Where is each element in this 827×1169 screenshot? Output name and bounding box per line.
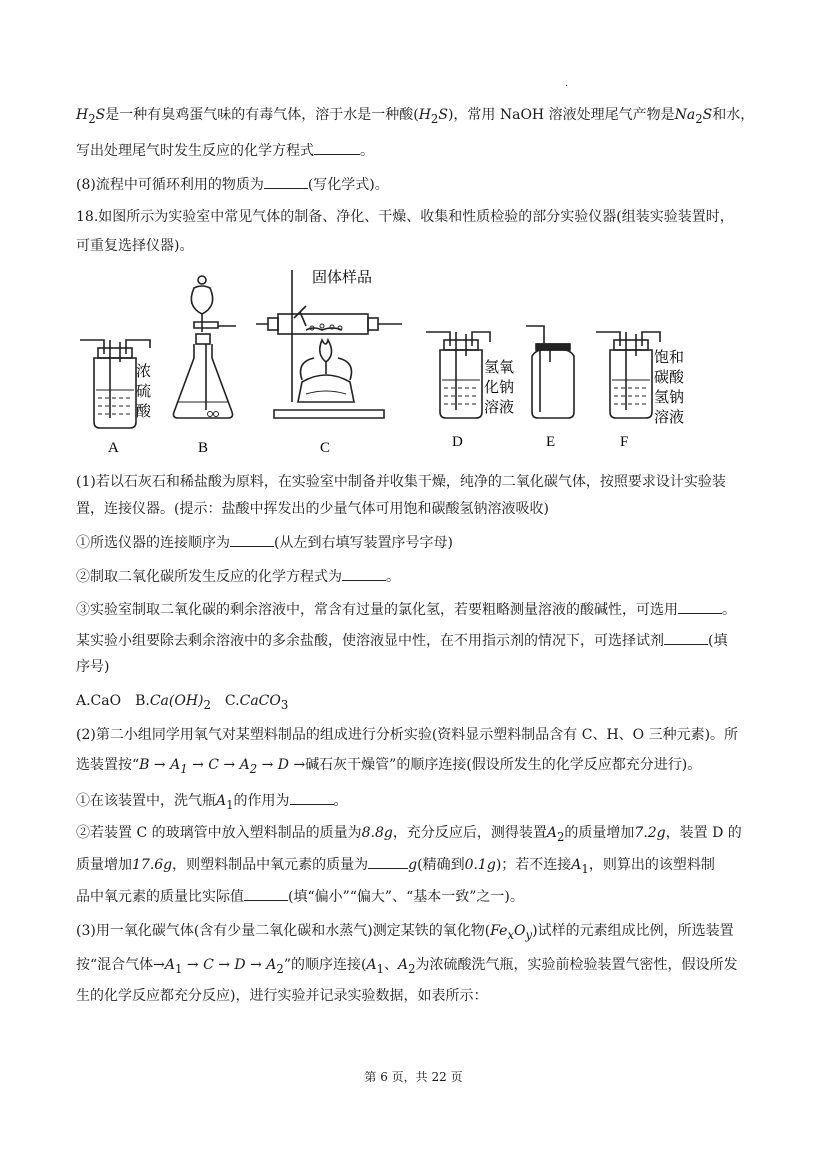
option-a: A.CaO B. [76, 693, 150, 709]
stray-dot: . [565, 78, 569, 89]
formula: → C → D → A [182, 957, 277, 973]
text: ①在该装置中，洗气瓶 [76, 793, 216, 809]
sub: 2 [249, 761, 258, 776]
label-conc-sulfuric-1: 浓 [136, 362, 152, 380]
formula-s: S [702, 107, 713, 123]
apparatus-e [526, 326, 574, 418]
formula: B → A [139, 757, 181, 773]
formula: A [546, 825, 557, 841]
text: 置，连接仪器。(提示：盐酸中挥发出的少量气体可用饱和碳酸氢钠溶液吸收) [76, 501, 549, 517]
label-c: C [320, 440, 331, 456]
value: 0.1g [464, 857, 496, 873]
answer-blank[interactable] [314, 140, 360, 155]
sub: y [525, 927, 533, 942]
question-18: 18.如图所示为实验室中常见气体的制备、净化、干燥、收集和性质检验的部分实验仪器(组装实验装置时， [76, 209, 734, 225]
text: 。 [386, 569, 400, 585]
formula: A [216, 793, 227, 809]
text: ③实验室制取二氧化碳的剩余溶液中，常含有过量的氯化氢，若要粗略测量溶液的酸碱性，可选用 [76, 602, 678, 618]
label-nahco3-3: 氢钠 [654, 388, 685, 406]
text: 生的化学反应都充分反应)，进行实验并记录实验数据，如表所示： [76, 988, 488, 1004]
formula: Fe [490, 923, 508, 939]
text: 质量增加 [76, 857, 132, 873]
text: 品中氧元素的质量比实际值 [76, 889, 244, 905]
sub: 1 [175, 961, 183, 976]
text-line-22 [76, 986, 487, 1006]
formula: → C → A [187, 757, 250, 773]
label-f: F [620, 434, 629, 450]
options-line [76, 691, 288, 715]
label-naoh-3: 溶液 [484, 398, 515, 416]
label-naoh-1: 氢氧 [484, 358, 515, 376]
label-nahco3-1: 饱和 [654, 348, 685, 366]
text-line-16 [76, 790, 348, 815]
text: 按“混合气体→ [76, 957, 165, 973]
text: ”的顺序连接( [283, 957, 367, 973]
formula-h: H [418, 107, 431, 123]
answer-blank[interactable] [342, 566, 386, 581]
answer-blank[interactable] [290, 790, 334, 805]
text-line-15 [76, 755, 701, 779]
label-nahco3-4: 溶液 [654, 408, 685, 426]
answer-blank[interactable] [368, 854, 408, 869]
text: (从左到右填写装置序号字母) [274, 535, 453, 551]
text: 。 [360, 143, 374, 159]
unit: g [408, 857, 418, 873]
sub: 1 [226, 797, 234, 812]
text-line-20 [76, 921, 734, 945]
text: 碱石灰干燥管”的顺序连接(假设所发生的化学反应都充分进行)。 [305, 757, 702, 773]
text-line-1 [76, 105, 754, 129]
text: (写化学式)。 [307, 177, 389, 193]
formula: A [397, 957, 409, 973]
sub: 2 [695, 111, 703, 126]
text-line-8 [76, 532, 453, 553]
formula-s: S [95, 107, 106, 123]
formula: → D → [257, 757, 306, 773]
label-b: B [198, 440, 209, 456]
text-line-11 [76, 630, 727, 651]
formula-s: S [438, 107, 448, 123]
label-naoh-2: 化钠 [484, 378, 515, 396]
answer-blank[interactable] [264, 174, 308, 189]
sub: 1 [376, 961, 384, 976]
text-line-12 [76, 657, 109, 677]
sub: 2 [556, 829, 565, 844]
sub: 2 [88, 111, 96, 126]
sub: 3 [280, 697, 289, 712]
formula: A [366, 957, 377, 973]
text: 可重复选择仪器)。 [76, 238, 194, 254]
formula-na: Na [674, 107, 696, 123]
text-line-17 [76, 823, 742, 847]
text-line-5 [76, 236, 193, 256]
text-line-4 [76, 207, 734, 227]
text: 为浓硫酸洗气瓶，实验前检验装置气密性，假设所发 [415, 957, 738, 973]
text: ，则塑料制品中氧元素的质量为 [172, 857, 369, 873]
option-b: Ca(OH) [149, 693, 204, 709]
option-c: CaCO [239, 693, 281, 709]
text: (精确到 [417, 857, 465, 873]
text: (8)流程中可循环利用的物质为 [76, 177, 264, 193]
label-d: D [452, 434, 463, 450]
text: ，装置 D 的 [665, 825, 742, 841]
text-line-3 [76, 174, 389, 195]
text: 。 [333, 793, 348, 809]
text: 的质量增加 [564, 825, 635, 841]
sub: 2 [430, 111, 439, 126]
text-line-10 [76, 599, 736, 620]
sub: 2 [408, 961, 416, 976]
text: 是一种有臭鸡蛋气味的有毒气体，溶于水是一种酸( [105, 107, 419, 123]
apparatus-d [426, 332, 490, 418]
label-conc-sulfuric-3: 酸 [136, 402, 152, 420]
sub: 1 [581, 861, 589, 876]
text: )；若不连接 [495, 857, 572, 873]
answer-blank[interactable] [244, 886, 288, 901]
text: )，常用 NaOH 溶液处理尾气产物是 [447, 107, 675, 123]
text: 和水， [712, 107, 755, 123]
text: ，则算出的该塑料制 [588, 857, 715, 873]
apparatus-b [174, 276, 237, 418]
sub: 1 [180, 761, 188, 776]
text: (填 [708, 633, 728, 649]
text: C. [210, 693, 240, 709]
text-line-6 [76, 472, 726, 492]
sub: x [507, 927, 515, 942]
value: 8.8g [361, 825, 393, 841]
value: 17.6g [132, 857, 173, 873]
text: )试样的元素组成比例，所选装置 [532, 923, 734, 939]
label-nahco3-2: 碳酸 [654, 368, 685, 386]
text: ②若装置 C 的玻璃管中放入塑料制品的质量为 [76, 825, 362, 841]
formula: A [164, 957, 176, 973]
label-a: A [108, 440, 119, 456]
text-line-19 [76, 886, 524, 907]
formula: A [571, 857, 582, 873]
answer-blank[interactable] [678, 599, 722, 614]
text: 选装置按“ [76, 757, 140, 773]
answer-blank[interactable] [664, 630, 708, 645]
label-solid-sample: 固体样品 [312, 268, 373, 286]
formula: O [514, 923, 526, 939]
text-line-18 [76, 854, 715, 879]
text-line-14 [76, 725, 738, 745]
label-e: E [546, 434, 556, 450]
text-line-7 [76, 499, 549, 519]
label-conc-sulfuric-2: 硫 [136, 382, 152, 400]
text: 写出处理尾气时发生反应的化学方程式 [76, 143, 314, 159]
text: (填“偏小”“偏大”、“基本一致”之一)。 [288, 889, 524, 905]
text: 、 [383, 957, 398, 973]
text: 的作用为 [233, 793, 290, 809]
text-line-21 [76, 955, 738, 979]
text: 某实验小组要除去剩余溶液中的多余盐酸，使溶液显中性，在不用指示剂的情况下，可选择试剂 [76, 633, 664, 649]
apparatus-figure [70, 262, 710, 462]
text: ，充分反应后，测得装置 [392, 825, 547, 841]
text: (2)第二小组同学用氧气对某塑料制品的组成进行分析实验(资料显示塑料制品含有 C、H、O 三种元素)。所 [76, 727, 739, 743]
answer-blank[interactable] [230, 532, 274, 547]
apparatus-c [256, 270, 402, 418]
sub: 2 [276, 961, 284, 976]
formula-h2s: H [76, 107, 89, 123]
text: ②制取二氧化碳所发生反应的化学方程式为 [76, 569, 342, 585]
apparatus-f [596, 332, 660, 418]
text: 。 [722, 602, 736, 618]
text: 序号) [76, 659, 110, 675]
page-footer: 第 6 页，共 22 页 [364, 1070, 463, 1084]
text: ①所选仪器的连接顺序为 [76, 535, 230, 551]
text-line-2 [76, 140, 374, 161]
text: (3)用一氧化碳气体(含有少量二氧化碳和水蒸气)测定某铁的氧化物( [76, 923, 491, 939]
value: 7.2g [634, 825, 666, 841]
text-line-9 [76, 566, 400, 587]
text: (1)若以石灰石和稀盐酸为原料，在实验室中制备并收集干燥，纯净的二氧化碳气体，按照要求设计实验装 [76, 474, 726, 490]
sub: 2 [203, 697, 211, 712]
